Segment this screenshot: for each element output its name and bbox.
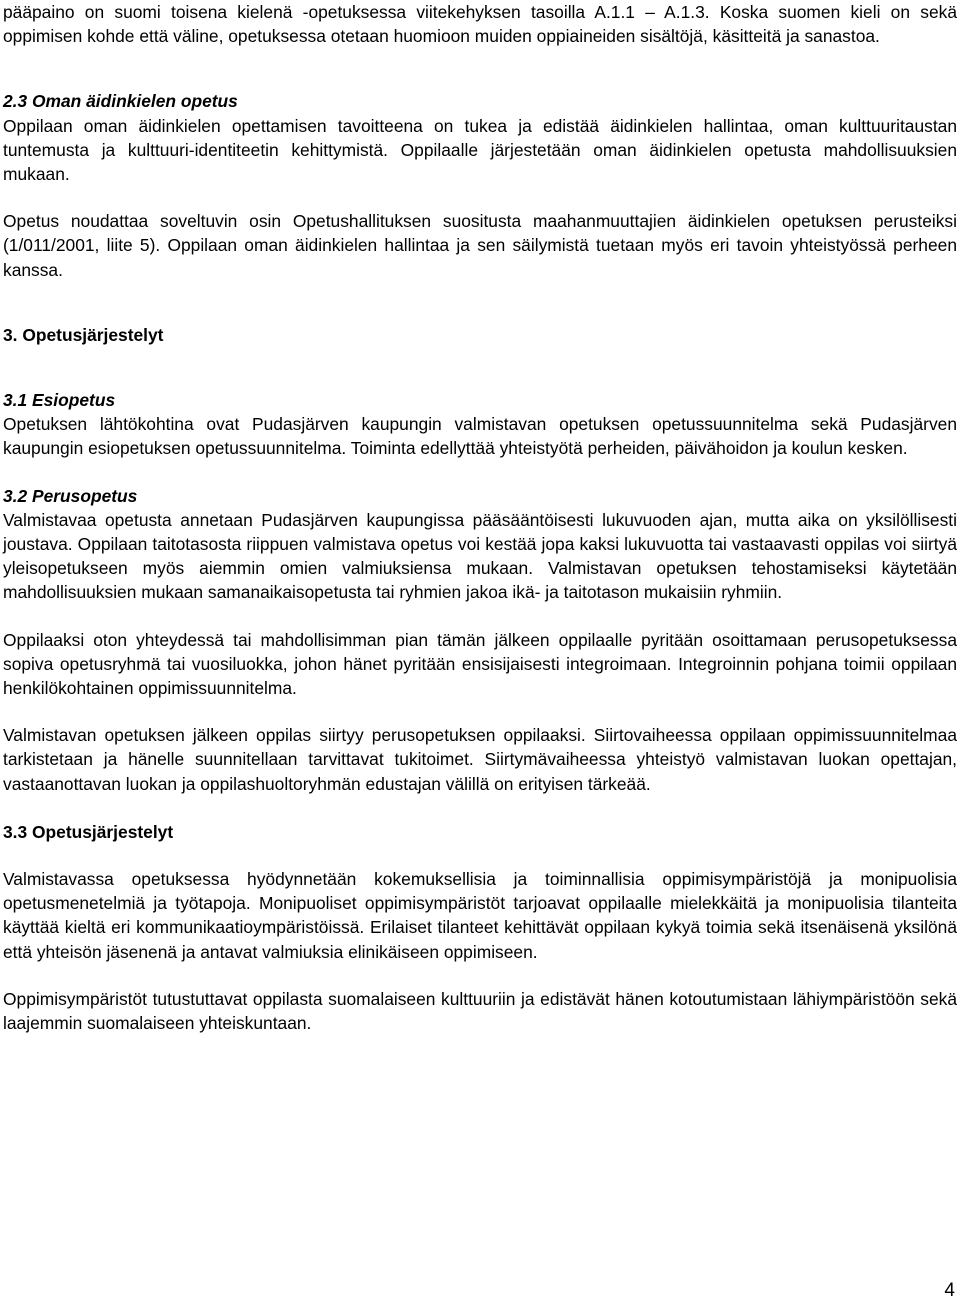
section-3-3-paragraph-1: Valmistavassa opetuksessa hyödynnetään kokemuksellisia ja toiminnallisia oppimisympäristöjä ja monipuolisia opetusmenetelmiä ja työtapoja. Monipuoliset oppimisympäristöt tarjoavat oppilaalle mielekkäitä ja monipuolisia tilanteita käyttää kieltä eri kommunikaatioympäristöissä. Erilaiset tilanteet kehittävät oppilaan kykyä toimia sekä itsenäisenä yksilönä että yhteisön jäsenenä ja antavat valmiuksia elinikäiseen oppimiseen. <box>3 869 957 962</box>
section-3-2-paragraph-2: Oppilaaksi oton yhteydessä tai mahdollisimman pian tämän jälkeen oppilaalle pyritään osoittamaan perusopetuksessa sopiva opetusryhmä tai vuosiluokka, johon hänet pyritään ensisijaisesti integroimaan. Integroinnin pohjana toimii oppilaan henkilökohtainen oppimissuunnitelma. <box>3 629 957 699</box>
spacer <box>3 700 957 723</box>
section-heading-3-2: 3.2 Perusopetus <box>3 485 138 506</box>
spacer <box>3 461 957 484</box>
section-heading-3-1: 3.1 Esiopetus <box>3 390 116 411</box>
section-heading-3-3: 3.3 Opetusjärjestelyt <box>3 821 174 842</box>
spacer <box>3 282 957 323</box>
spacer <box>3 186 957 209</box>
section-2-3-paragraph-1: Oppilaan oman äidinkielen opettamisen tavoitteena on tukea ja edistää äidinkielen hallintaa, oman kulttuuritaustan tuntemusta ja kulttuuri-identiteetin kehittymistä. Oppilaalle järjestetään oman äidinkielen opetusta mahdollisuuksien mukaan. <box>3 115 957 185</box>
spacer <box>3 347 957 388</box>
section-2-3-paragraph-2: Opetus noudattaa soveltuvin osin Opetushallituksen suositusta maahanmuuttajien äidinkielen opetuksen perusteiksi (1/011/2001, liite 5). Oppilaan oman äidinkielen hallintaa ja sen säilymistä tuetaan myös eri tavoin yhteistyössä perheen kanssa. <box>3 211 957 280</box>
section-3-2-paragraph-3: Valmistavan opetuksen jälkeen oppilas siirtyy perusopetuksen oppilaaksi. Siirtovaiheessa oppilaan oppimissuunnitelmaa tarkistetaan ja hänelle suunnitellaan tarvittavat tukitoimet. Siirtymävaiheessa yhteistyö valmistavan luokan opettajan, vastaanottavan luokan ja oppilashuoltoryhmän edustajan välillä on erityisen tärkeää. <box>3 725 957 794</box>
spacer <box>3 844 957 867</box>
spacer <box>3 48 957 89</box>
spacer <box>3 796 957 820</box>
section-3-2-paragraph-1: Valmistavaa opetusta annetaan Pudasjärven kaupungissa pääsääntöisesti lukuvuoden ajan, mutta aika on yksilöllisesti joustava. Oppilaan taitotasosta riippuen valmistava opetus voi kestää jopa kaksi lukuvuotta tai vastaavasti oppilas voi siirtyä yleisopetukseen myös aiemmin omien valmiuksiensa mukaan. Valmistavan opetuksen tehostamiseksi käytetään mahdollisuuksien mukaan samanaikaisopetusta tai ryhmien jakoa ikä- ja taitotason mukaisiin ryhmiin. <box>3 509 957 603</box>
intro-paragraph: pääpaino on suomi toisena kielenä -opetuksessa viitekehyksen tasoilla A.1.1 – A.1.3. Koska suomen kieli on sekä oppimisen kohde että väline, opetuksessa otetaan huomioon muiden oppiaineiden sisältöjä, käsitteitä ja sanastoa. <box>3 2 957 47</box>
section-3-1-paragraph-1: Opetuksen lähtökohtina ovat Pudasjärven kaupungin valmistavan opetuksen opetussuunnitelma sekä Pudasjärven kaupungin esiopetuksen opetussuunnitelma. Toiminta edellyttää yhteistyötä perheiden, päivähoidon ja koulun kesken. <box>3 414 957 459</box>
document-page <box>3 0 957 1035</box>
section-heading-3: 3. Opetusjärjestelyt <box>3 324 164 345</box>
section-heading-2-3: 2.3 Oman äidinkielen opetus <box>3 91 238 112</box>
spacer <box>3 964 957 987</box>
spacer <box>3 605 957 628</box>
section-3-3-paragraph-2: Oppimisympäristöt tutustuttavat oppilasta suomalaiseen kulttuuriin ja edistävät hänen kotoutumistaan lähiympäristöön sekä laajemmin suomalaiseen yhteiskuntaan. <box>3 988 957 1034</box>
page-number: 4 <box>944 1280 955 1301</box>
